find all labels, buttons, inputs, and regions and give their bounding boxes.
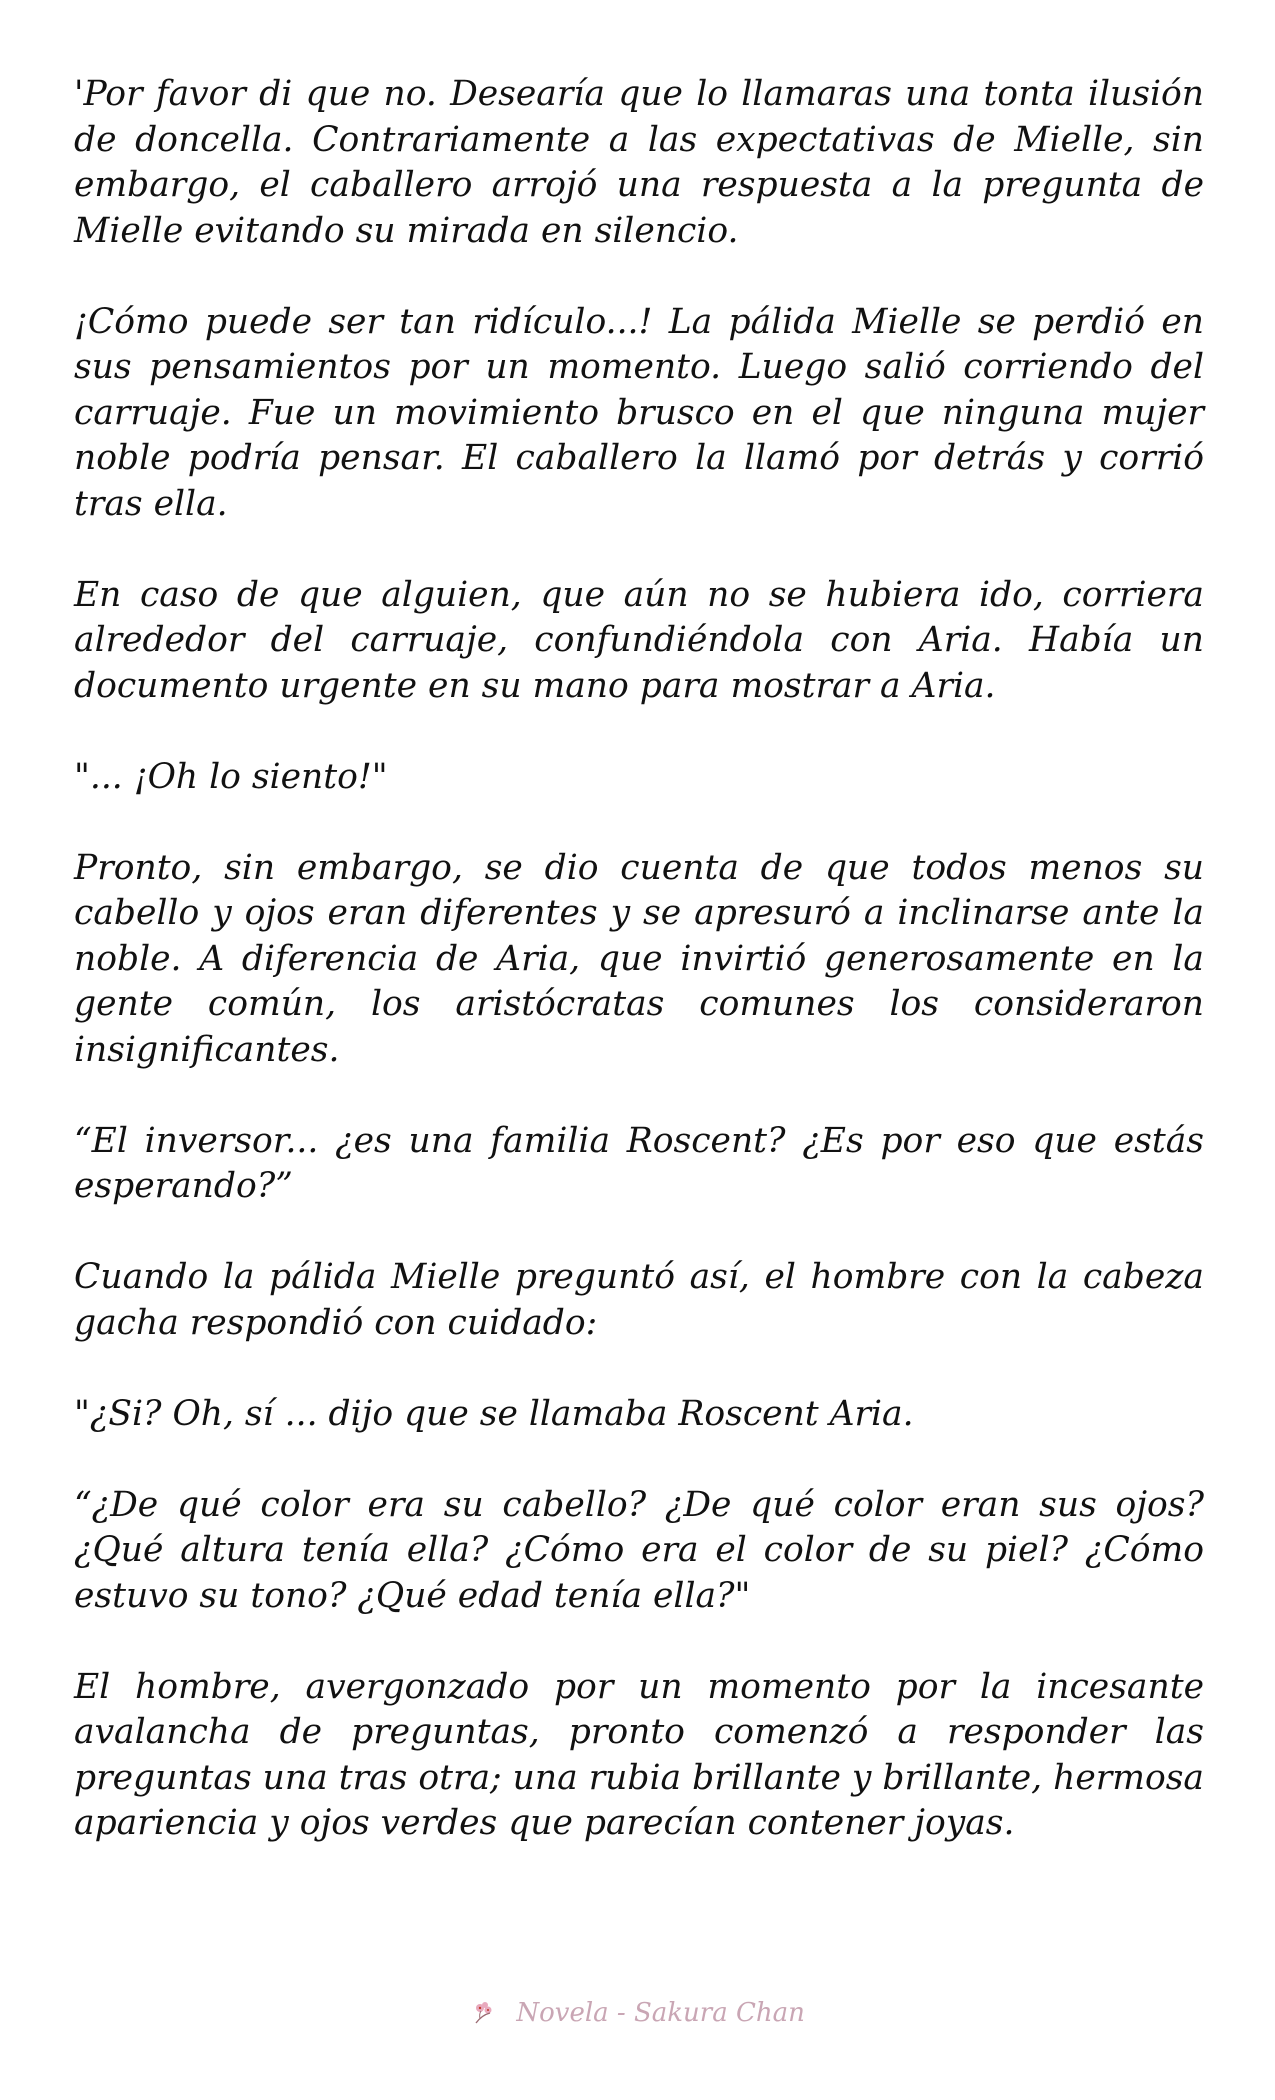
paragraph-6: “El inversor... ¿es una familia Roscent? ¿Es por eso que estás esperando?”: [74, 1120, 1204, 1206]
paragraph-1: 'Por favor di que no. Desearía que lo llamaras una tonta ilusión de doncella. Contrariamente a las expectativas de Mielle, sin embargo, el caballero arrojó una respuesta a la pregunta de Mielle evitando su mirada en silencio.: [74, 74, 1204, 251]
document-body: [74, 72, 1204, 1892]
paragraph-3: En caso de que alguien, que aún no se hubiera ido, corriera alrededor del carruaje, confundiéndola con Aria. Había un documento urgente en su mano para mostrar a Aria.: [74, 574, 1204, 706]
sakura-flower-icon: [470, 1999, 500, 2029]
paragraph-10: El hombre, avergonzado por un momento por la incesante avalancha de preguntas, pronto comenzó a responder las preguntas una tras otra; una rubia brillante y brillante, hermosa apariencia y ojos verdes que parecían contener joyas.: [74, 1666, 1204, 1843]
paragraph-4: "... ¡Oh lo siento!": [74, 756, 388, 797]
watermark: [0, 1998, 1275, 2029]
paragraph-2: ¡Cómo puede ser tan ridículo...! La pálida Mielle se perdió en sus pensamientos por un momento. Luego salió corriendo del carruaje. Fue un movimiento brusco en el que ninguna mujer noble podría pensar. El caballero la llamó por detrás y corrió tras ella.: [74, 301, 1204, 524]
paragraph-7: Cuando la pálida Mielle preguntó así, el hombre con la cabeza gacha respondió con cuidado:: [74, 1257, 1204, 1343]
watermark-text: Novela - Sakura Chan: [516, 1998, 805, 2028]
paragraph-8: "¿Si? Oh, sí ... dijo que se llamaba Roscent Aria.: [74, 1393, 914, 1434]
paragraph-9: “¿De qué color era su cabello? ¿De qué color eran sus ojos? ¿Qué altura tenía ella? ¿Cómo era el color de su piel? ¿Cómo estuvo su tono? ¿Qué edad tenía ella?": [74, 1484, 1204, 1616]
paragraph-5: Pronto, sin embargo, se dio cuenta de que todos menos su cabello y ojos eran diferentes y se apresuró a inclinarse ante la noble. A diferencia de Aria, que invirtió generosamente en la gente común, los aristócratas comunes los consideraron insignificantes.: [74, 847, 1204, 1070]
